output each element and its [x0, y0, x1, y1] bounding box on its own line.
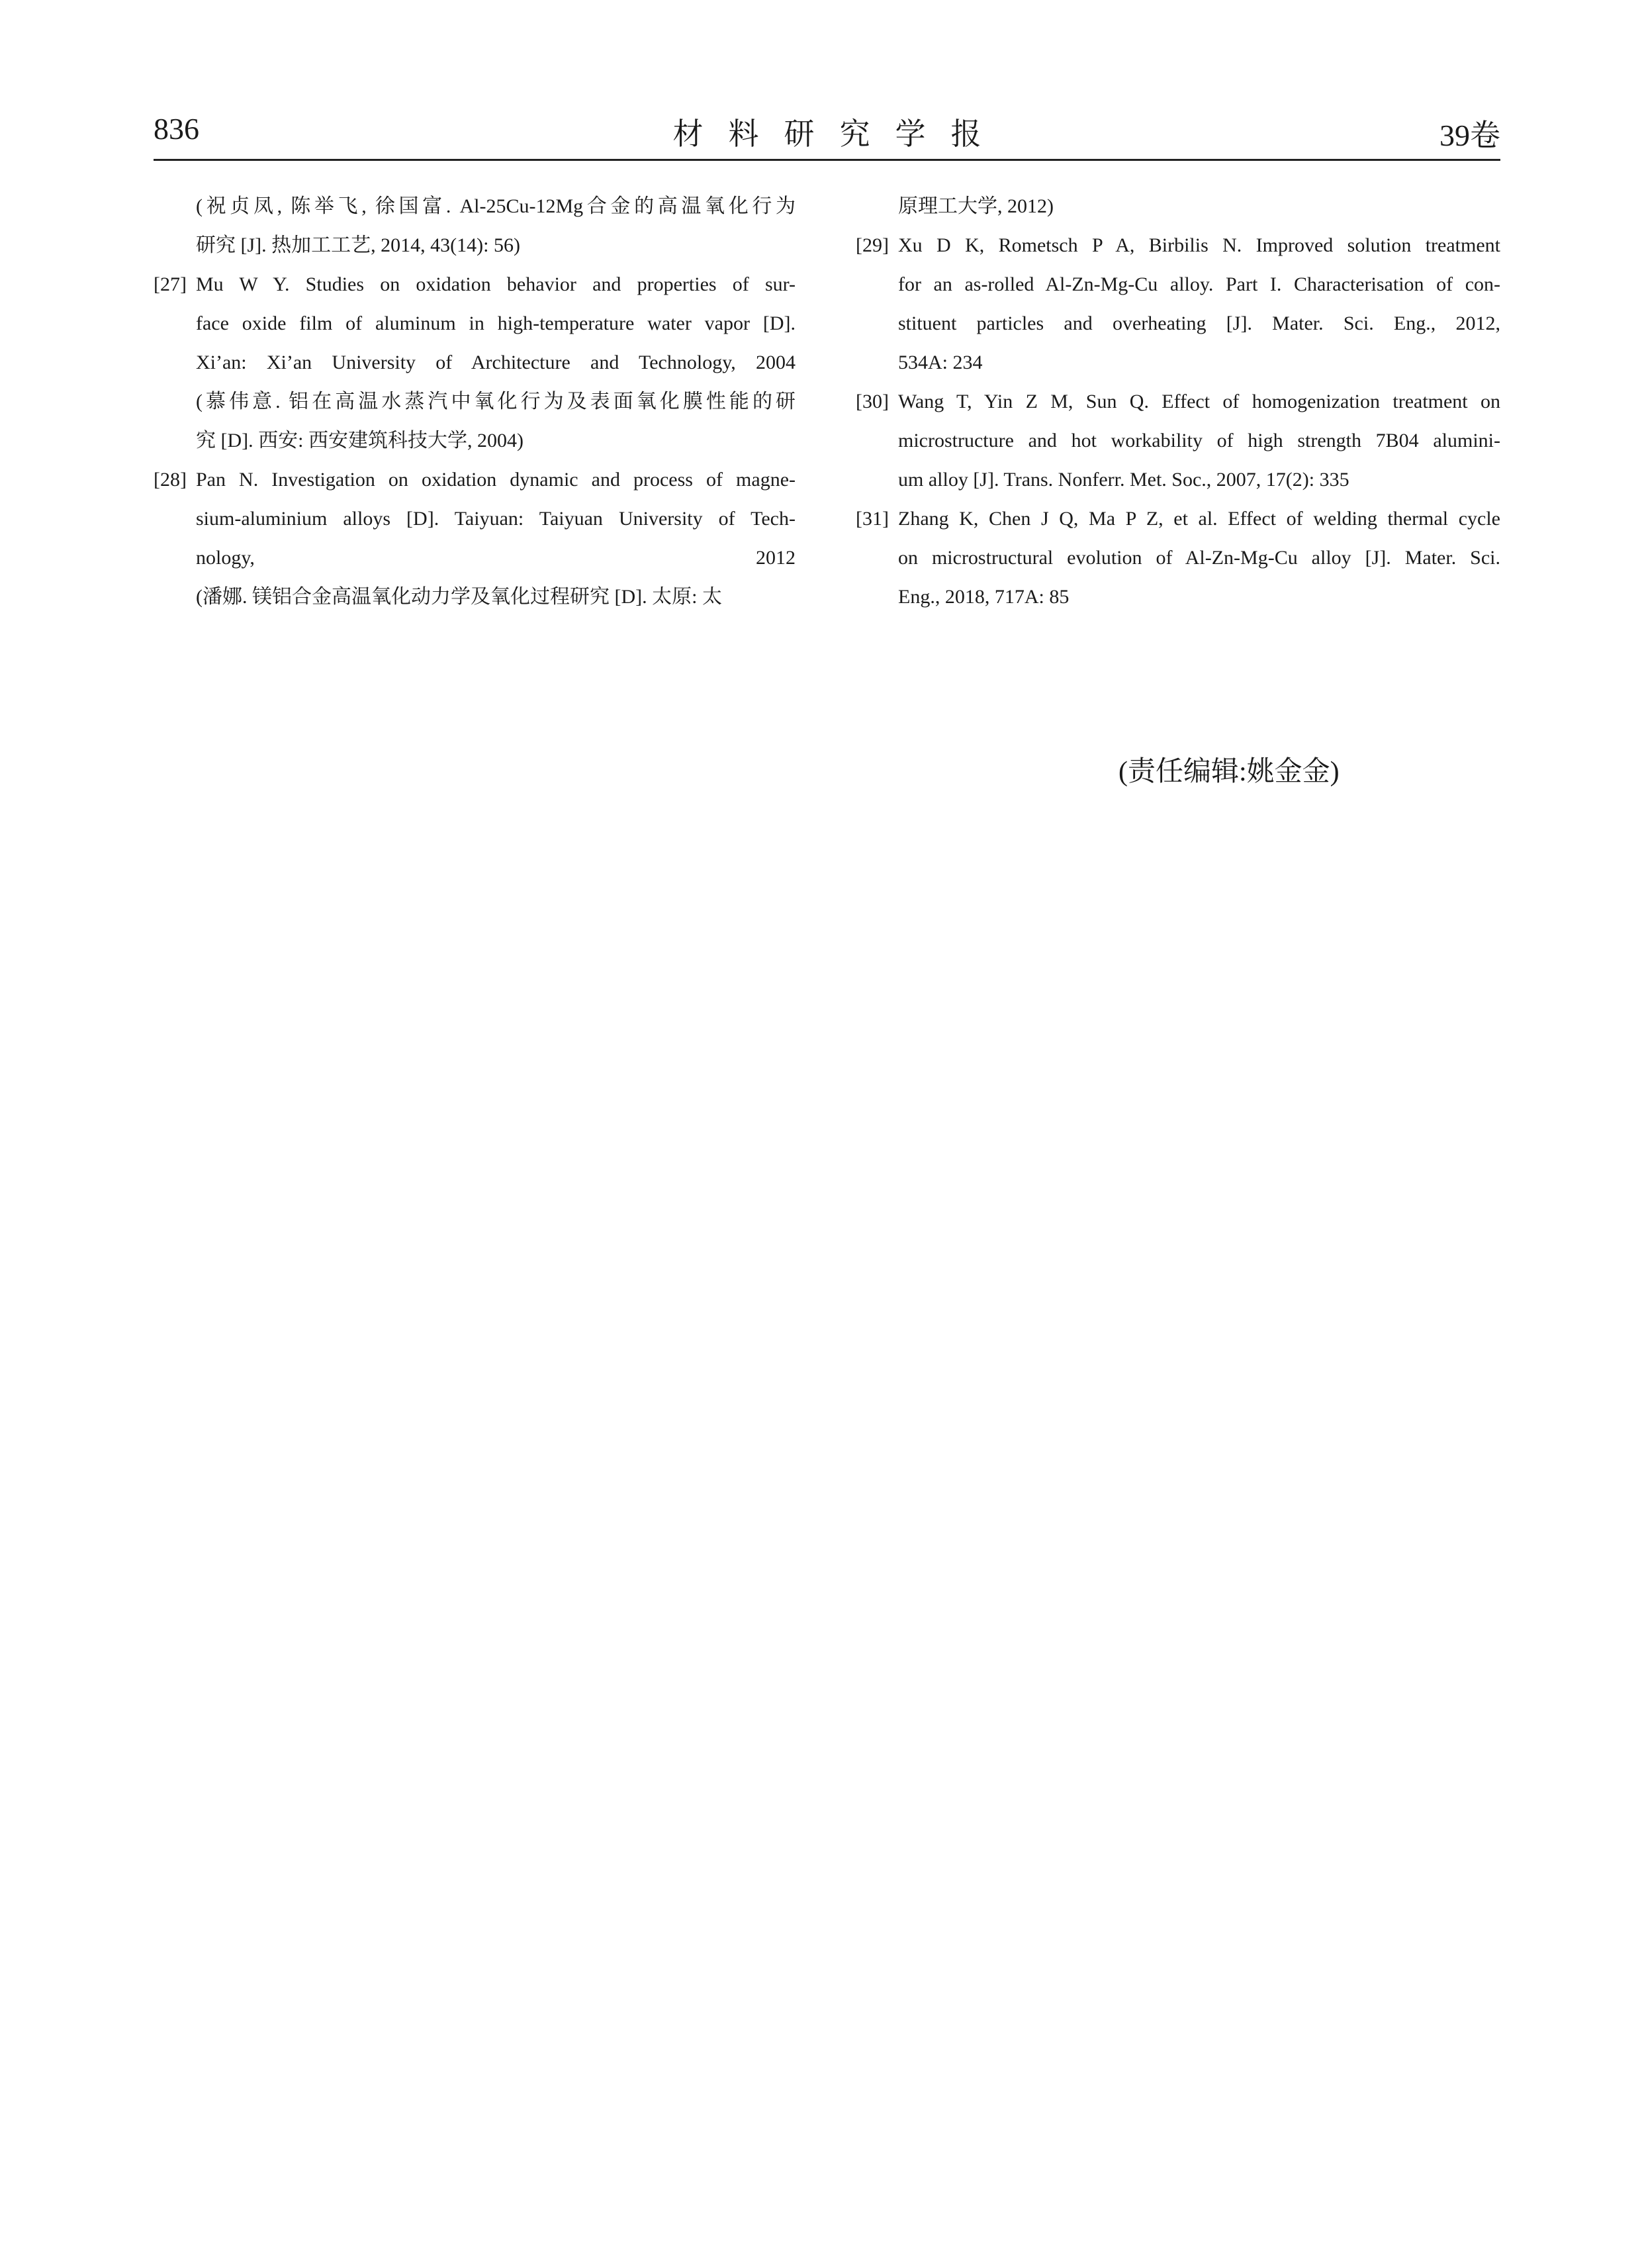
reference-line: sium-aluminium alloys [D]. Taiyuan: Taiyuan University of Tech-	[196, 508, 796, 530]
reference-entry	[856, 187, 1500, 226]
reference-entry	[154, 460, 796, 616]
reference-line: um alloy [J]. Trans. Nonferr. Met. Soc., 2007, 17(2): 335	[898, 469, 1349, 491]
reference-line: for an as-rolled Al-Zn-Mg-Cu alloy. Part I. Characterisation of con-	[898, 273, 1500, 295]
reference-number: [28]	[154, 469, 187, 491]
references-right-column	[856, 187, 1500, 616]
reference-number: [30]	[856, 391, 889, 412]
page-number: 836	[154, 112, 199, 146]
reference-line: Eng., 2018, 717A: 85	[898, 586, 1070, 608]
reference-line: (慕伟意. 铝在高温水蒸汽中氧化行为及表面氧化膜性能的研	[196, 391, 796, 412]
reference-line: Zhang K, Chen J Q, Ma P Z, et al. Effect of welding thermal cycle	[898, 508, 1500, 530]
reference-number: [27]	[154, 273, 187, 295]
reference-line: (祝贞凤, 陈举飞, 徐国富. Al-25Cu-12Mg合金的高温氧化行为	[196, 195, 796, 217]
reference-number: [29]	[856, 234, 889, 256]
reference-line: Wang T, Yin Z M, Sun Q. Effect of homogenization treatment on	[898, 391, 1500, 412]
reference-line: Xi’an: Xi’an University of Architecture and Technology, 2004	[196, 352, 796, 373]
reference-entry	[856, 226, 1500, 382]
reference-line: 原理工大学, 2012)	[898, 195, 1054, 217]
reference-entry	[154, 187, 796, 265]
reference-line: Xu D K, Rometsch P A, Birbilis N. Improved solution treatment	[898, 234, 1500, 256]
reference-line: on microstructural evolution of Al-Zn-Mg-Cu alloy [J]. Mater. Sci.	[898, 547, 1500, 569]
reference-entry	[856, 382, 1500, 499]
reference-entry	[856, 499, 1500, 616]
reference-line: Pan N. Investigation on oxidation dynamic and process of magne-	[196, 469, 796, 491]
journal-title: 材料研究学报	[672, 117, 1007, 151]
reference-number: [31]	[856, 508, 889, 530]
references-left-column	[154, 187, 796, 616]
volume-label: 39卷	[1439, 118, 1500, 152]
reference-line: microstructure and hot workability of high strength 7B04 alumini-	[898, 430, 1500, 451]
reference-line: 研究 [J]. 热加工工艺, 2014, 43(14): 56)	[196, 234, 520, 256]
reference-line: 究 [D]. 西安: 西安建筑科技大学, 2004)	[196, 430, 524, 451]
reference-line: nology, 2012	[196, 547, 796, 569]
reference-line: (潘娜. 镁铝合金高温氧化动力学及氧化过程研究 [D]. 太原: 太	[196, 586, 722, 608]
reference-line: stituent particles and overheating [J]. Mater. Sci. Eng., 2012,	[898, 312, 1500, 334]
reference-line: face oxide film of aluminum in high-temperature water vapor [D].	[196, 312, 796, 334]
page-header	[154, 111, 1500, 161]
editor-note: (责任编辑:姚金金)	[1118, 757, 1340, 787]
reference-line: Mu W Y. Studies on oxidation behavior and properties of sur-	[196, 273, 796, 295]
reference-line: 534A: 234	[898, 352, 983, 373]
reference-entry	[154, 265, 796, 460]
